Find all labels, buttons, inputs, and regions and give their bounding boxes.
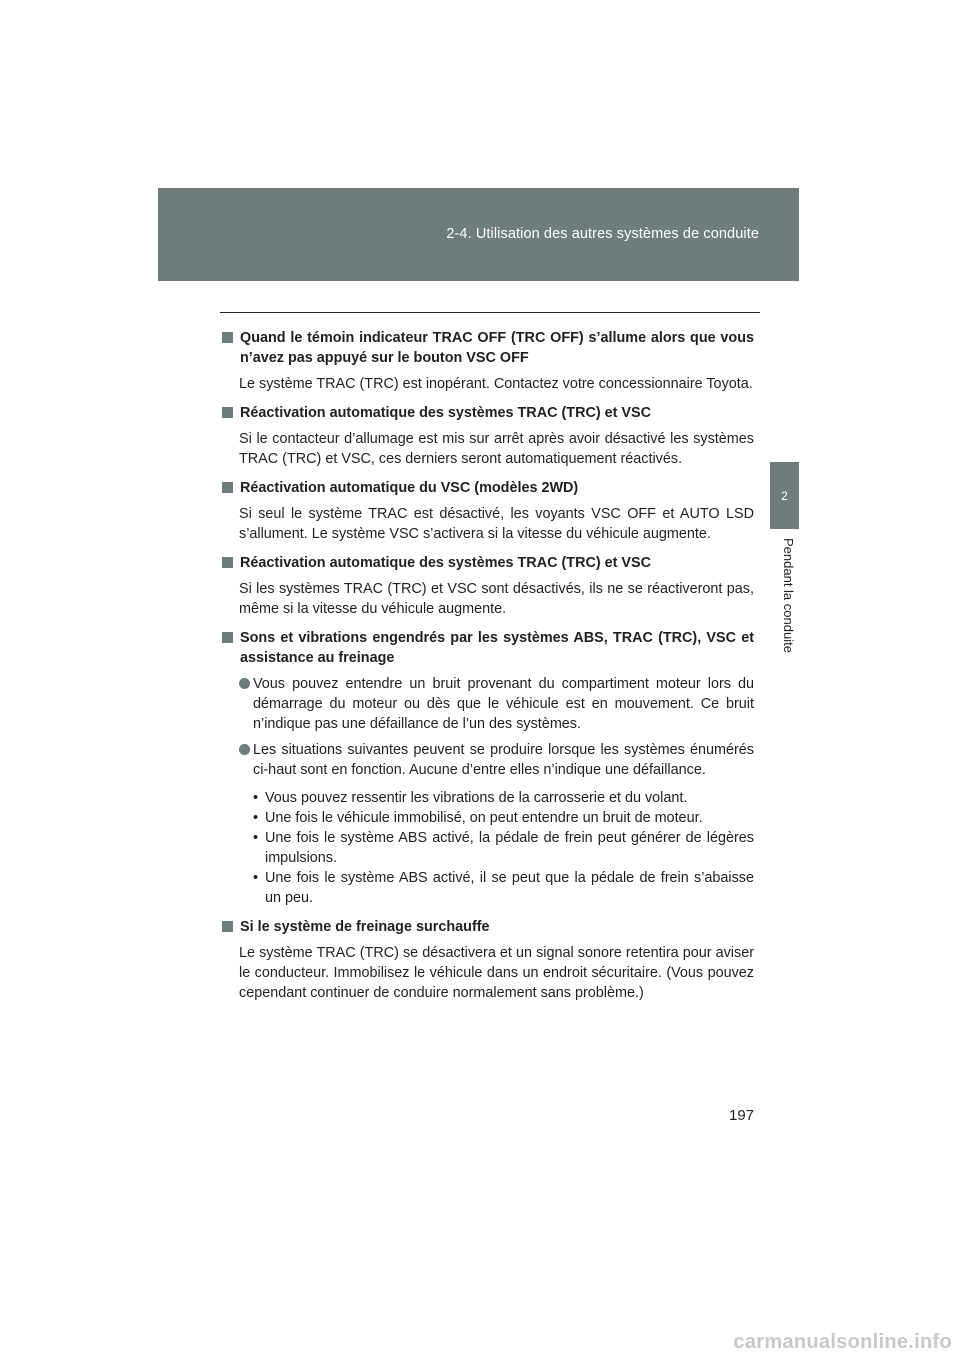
section-auto-reactivation-trac-vsc [222,403,754,469]
watermark[interactable]: carmanualsonline.info [733,1331,952,1353]
dot-bullet-icon: • [253,830,259,846]
section-no-reactivation-trac-vsc [222,553,754,619]
square-bullet-icon [222,921,233,932]
section-auto-reactivation-vsc-2wd [222,478,754,544]
section-heading: Réactivation automatique des systèmes TRAC (TRC) et VSC [240,555,652,571]
top-divider [220,312,760,313]
section-heading: Quand le témoin indicateur TRAC OFF (TRC OFF) s’allume alors que vous n’avez pas appuyé sur le bouton VSC OFF [240,330,754,366]
sub-item-list [222,788,754,908]
page-number: 197 [729,1107,755,1124]
section-title: 2-4. Utilisation des autres systèmes de conduite [446,226,759,242]
sub-list-item: • Une fois le système ABS activé, il se peut que la pédale de frein s’abaisse un peu. [253,870,754,906]
square-bullet-icon [222,482,233,493]
chapter-tab: 2 [770,462,799,529]
square-bullet-icon [222,407,233,418]
section-trc-off-indicator [222,328,754,394]
sub-list-item: • Vous pouvez ressentir les vibrations de la carrosserie et du volant. [253,790,688,806]
section-paragraph: Si seul le système TRAC est désactivé, les voyants VSC OFF et AUTO LSD s’allument. Le système VSC s’activera si la vitesse du véhicule augmente. [239,506,754,542]
section-paragraph: Si les systèmes TRAC (TRC) et VSC sont désactivés, ils ne se réactiveront pas, même si la vitesse du véhicule augmente. [239,581,754,617]
square-bullet-icon [222,332,233,343]
dot-bullet-icon: • [253,810,259,826]
section-heading: Réactivation automatique du VSC (modèles 2WD) [240,480,579,496]
square-bullet-icon [222,557,233,568]
list-item: Vous pouvez entendre un bruit provenant du compartiment moteur lors du démarrage du moteur ou dès que le véhicule est en mouvement. Ce bruit n’indique pas une défaillance de l’un des systèmes. [222,674,754,734]
section-brake-overheat [222,917,754,1003]
sub-list-item: • Une fois le véhicule immobilisé, on peut entendre un bruit de moteur. [253,810,703,826]
chapter-label: Pendant la conduite [781,538,796,653]
section-heading: Sons et vibrations engendrés par les systèmes ABS, TRAC (TRC), VSC et assistance au freinage [240,630,754,666]
section-paragraph: Le système TRAC (TRC) se désactivera et un signal sonore retentira pour aviser le conducteur. Immobilisez le véhicule dans un endroit sécuritaire. (Vous pouvez cependant continuer de conduire normalement sans problème.) [239,945,754,1001]
section-paragraph: Le système TRAC (TRC) est inopérant. Contactez votre concessionnaire Toyota. [239,376,753,392]
page-content [222,328,754,1012]
section-header-bar [158,188,799,281]
section-sounds-vibrations [222,628,754,908]
section-heading: Si le système de freinage surchauffe [240,919,490,935]
circle-bullet-icon [239,744,250,755]
square-bullet-icon [222,632,233,643]
list-item: Les situations suivantes peuvent se produire lorsque les systèmes énumérés ci-haut sont en fonction. Aucune d’entre elles n’indique une défaillance. [222,740,754,780]
section-paragraph: Si le contacteur d’allumage est mis sur arrêt après avoir désactivé les systèmes TRAC (TRC) et VSC, ces derniers seront automatiquement réactivés. [239,431,754,467]
dot-bullet-icon: • [253,870,259,886]
circle-bullet-icon [239,678,250,689]
dot-bullet-icon: • [253,790,259,806]
sub-list-item: • Une fois le système ABS activé, la pédale de frein peut générer de légères impulsions. [253,830,754,866]
section-heading: Réactivation automatique des systèmes TRAC (TRC) et VSC [240,405,652,421]
